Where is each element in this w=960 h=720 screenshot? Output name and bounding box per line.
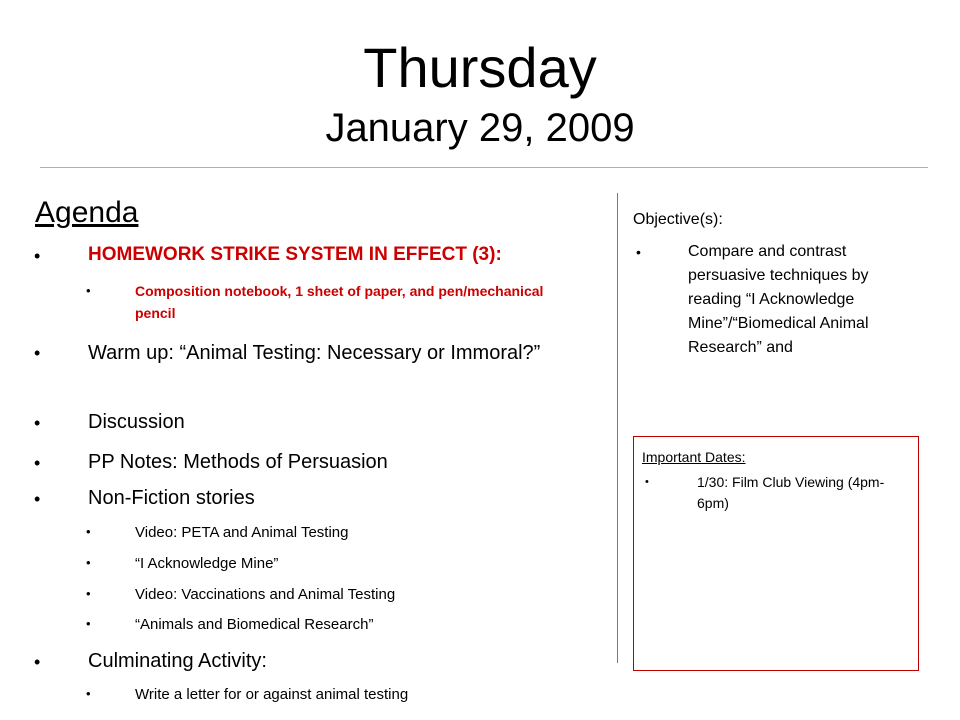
story-item: Video: Vaccinations and Animal Testing <box>135 586 396 603</box>
bullet: • <box>86 616 91 631</box>
title-divider <box>40 167 928 168</box>
bullet: • <box>86 586 91 601</box>
agenda-item-culminating: Culminating Activity: <box>88 650 267 672</box>
bullet: • <box>86 283 91 298</box>
bullet: • <box>34 413 41 433</box>
agenda-heading: Agenda <box>35 196 139 229</box>
bullet: • <box>645 476 649 488</box>
story-item: “Animals and Biomedical Research” <box>135 616 374 633</box>
activity-item: Write a letter for or against animal testing <box>135 686 409 703</box>
bullet: • <box>34 343 41 363</box>
agenda-item-notes: PP Notes: Methods of Persuasion <box>88 451 388 473</box>
important-date-item: 1/30: Film Club Viewing (4pm-6pm) <box>697 474 885 511</box>
objective-text: Compare and contrast persuasive techniques by reading “I Acknowledge Mine”/“Biomedical Animal Research” and <box>688 243 869 356</box>
objectives-title: Objective(s): <box>633 211 723 228</box>
column-divider <box>617 193 618 663</box>
agenda-item-warmup: Warm up: “Animal Testing: Necessary or Immoral?” <box>88 342 541 364</box>
bullet: • <box>34 489 41 509</box>
story-item: “I Acknowledge Mine” <box>135 555 279 572</box>
bullet: • <box>86 524 91 539</box>
agenda-item-discussion: Discussion <box>88 411 185 433</box>
bullet: • <box>34 246 41 266</box>
homework-supplies: Composition notebook, 1 sheet of paper, and pen/mechanical pencil <box>135 283 544 321</box>
homework-strike: HOMEWORK STRIKE SYSTEM IN EFFECT (3): <box>88 244 502 265</box>
important-dates-title: Important Dates: <box>642 449 746 465</box>
slide-title-day: Thursday <box>363 36 597 99</box>
bullet: • <box>86 555 91 570</box>
slide-title-date: January 29, 2009 <box>325 106 635 150</box>
agenda-item-nonfiction: Non-Fiction stories <box>88 487 255 509</box>
bullet: • <box>86 686 91 701</box>
story-item: Video: PETA and Animal Testing <box>135 524 349 541</box>
bullet: • <box>636 244 641 260</box>
bullet: • <box>34 453 41 473</box>
bullet: • <box>34 652 41 672</box>
